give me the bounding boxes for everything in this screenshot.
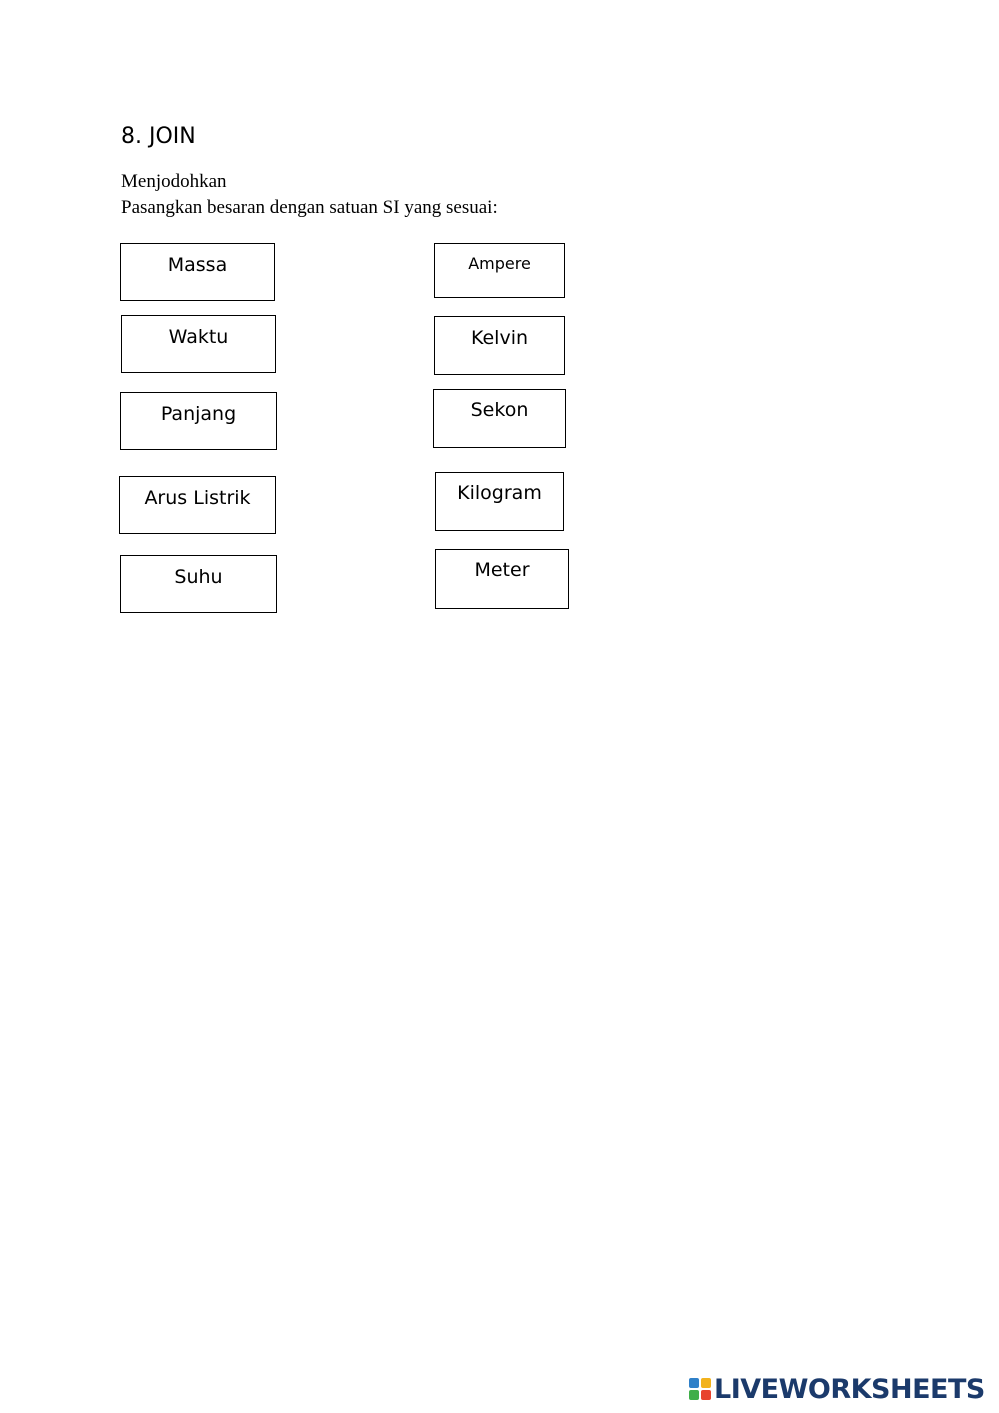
unit-box-sekon[interactable] — [433, 389, 566, 448]
logo-tile — [701, 1378, 711, 1388]
logo-tile — [701, 1390, 711, 1400]
quantity-label: Suhu — [174, 566, 223, 588]
unit-label: Kelvin — [470, 327, 529, 349]
worksheet-title: 8. JOIN — [121, 124, 196, 149]
unit-box-ampere[interactable] — [434, 243, 565, 298]
unit-label: Ampere — [468, 254, 531, 273]
unit-box-kilogram[interactable] — [435, 472, 564, 531]
instruction-heading: Menjodohkan — [121, 171, 227, 192]
unit-box-kelvin[interactable] — [434, 316, 565, 375]
quantity-label: Waktu — [168, 326, 229, 348]
quantity-label: Arus Listrik — [144, 487, 251, 509]
liveworksheets-mark-icon — [689, 1378, 711, 1400]
liveworksheets-logo — [689, 1372, 985, 1406]
quantity-box-arus-listrik[interactable] — [119, 476, 276, 534]
liveworksheets-wordmark: LIVEWORKSHEETS — [714, 1373, 985, 1405]
logo-tile — [689, 1390, 699, 1400]
quantity-box-panjang[interactable] — [120, 392, 277, 450]
unit-label: Meter — [474, 559, 530, 581]
logo-tile — [689, 1378, 699, 1388]
quantity-box-suhu[interactable] — [120, 555, 277, 613]
instruction-text: Pasangkan besaran dengan satuan SI yang sesuai: — [121, 197, 498, 218]
quantity-box-waktu[interactable] — [121, 315, 276, 373]
quantity-label: Panjang — [160, 403, 237, 425]
unit-box-meter[interactable] — [435, 549, 569, 609]
unit-label: Sekon — [470, 399, 529, 421]
unit-label: Kilogram — [457, 482, 542, 504]
quantity-label: Massa — [167, 254, 228, 276]
quantity-box-massa[interactable] — [120, 243, 275, 301]
